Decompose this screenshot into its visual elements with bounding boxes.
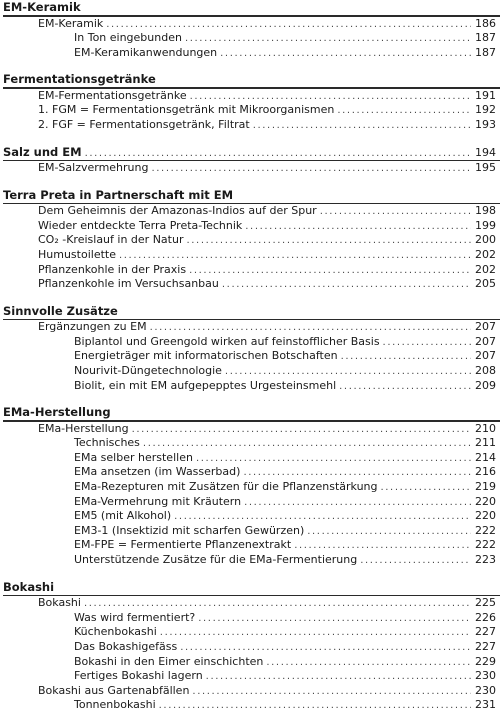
page-number: 192: [475, 103, 496, 117]
page-number: 193: [475, 117, 496, 131]
page-number: 195: [475, 161, 496, 175]
dot-leader: [220, 47, 471, 62]
toc-entry: [0, 277, 500, 292]
toc-entry: [0, 89, 500, 104]
toc-entry: [0, 233, 500, 248]
page-number: 202: [475, 247, 496, 261]
page-number: 222: [475, 523, 496, 537]
section-gap: [0, 393, 500, 405]
toc-entry-label: EMa-Rezepturen mit Zusätzen für die Pflanzenstärkung: [74, 480, 378, 494]
dot-leader: [84, 597, 471, 612]
toc-entry-label: EM-Fermentationsgetränke: [38, 88, 187, 102]
dot-leader: [150, 321, 471, 336]
section-gap: [0, 60, 500, 72]
toc-entry-label: EM3-1 (Insektizid mit scharfen Gewürzen): [74, 523, 305, 537]
toc-entry: [0, 509, 500, 524]
toc-entry-label: 2. FGF = Fermentationsgetränk, Filtrat: [38, 117, 250, 131]
dot-leader: [294, 539, 471, 554]
dot-leader: [206, 670, 471, 685]
toc-entry-label: Dem Geheimnis der Amazonas-Indios auf der Spur: [38, 204, 317, 218]
toc-entry-label: EMa-Herstellung: [38, 421, 129, 435]
toc-entry: [0, 538, 500, 553]
page-number: 207: [475, 320, 496, 334]
toc-entry-label: Unterstützende Zusätze für die EMa-Fermentierung: [74, 553, 358, 567]
toc-entry-label: EM-Keramikanwendungen: [74, 45, 218, 59]
section-title: Sinnvolle Zusätze: [3, 303, 118, 318]
toc-entry-label: EM5 (mit Alkohol): [74, 509, 172, 523]
toc-entry-label: EMa selber herstellen: [74, 450, 193, 464]
page-number: 186: [475, 16, 496, 30]
dot-leader: [180, 641, 471, 656]
section-gap: [0, 292, 500, 304]
dot-leader: [243, 466, 471, 481]
toc-entry: [0, 103, 500, 118]
toc-entry-label: Wieder entdeckte Terra Preta-Technik: [38, 218, 243, 232]
page-number: 187: [475, 45, 496, 59]
toc-entry-label: Bokashi in den Eimer einschichten: [74, 654, 264, 668]
dot-leader: [222, 278, 471, 293]
page-number: 216: [475, 465, 496, 479]
toc-section: [0, 580, 500, 713]
page-number: 187: [475, 31, 496, 45]
dot-leader: [244, 496, 471, 511]
toc-entry: [0, 204, 500, 219]
dot-leader: [160, 626, 471, 641]
toc-entry-label: Technisches: [74, 436, 140, 450]
toc-section: [0, 0, 500, 60]
page-number: 227: [475, 625, 496, 639]
dot-leader: [381, 481, 472, 496]
dot-leader: [245, 220, 471, 235]
page-number: 207: [475, 349, 496, 363]
page-number: 210: [475, 421, 496, 435]
toc-entry-label: Pflanzenkohle in der Praxis: [38, 262, 187, 276]
toc-section: [0, 304, 500, 393]
page-number: 207: [475, 334, 496, 348]
toc-entry-label: Pflanzenkohle im Versuchsanbau: [38, 277, 219, 291]
page-number: 229: [475, 654, 496, 668]
toc-entry: [0, 335, 500, 350]
toc-entry-label: Nourivit-Düngetechnologie: [74, 364, 222, 377]
toc-entry: [0, 161, 500, 176]
toc-entry: [0, 379, 500, 394]
toc-entry: [0, 263, 500, 278]
toc-entry-label: Energieträger mit informatorischen Botschaften: [74, 349, 338, 363]
page-number: 226: [475, 610, 496, 624]
page-number: 227: [475, 639, 496, 653]
page-number: 202: [475, 262, 496, 276]
toc-section: [0, 188, 500, 292]
toc-entry-label: Fertiges Bokashi lagern: [74, 669, 203, 683]
toc-entry: [0, 611, 500, 626]
toc-entry-label: Biplantol und Greengold wirken auf feinstofflicher Basis: [74, 334, 380, 348]
toc-entry-label: 1. FGM = Fermentationsgetränk mit Mikroorganismen: [38, 103, 335, 117]
dot-leader: [190, 90, 471, 105]
page-number: 199: [475, 218, 496, 232]
page-number: 223: [475, 553, 496, 567]
toc-entry-label: Ergänzungen zu EM: [38, 320, 147, 334]
dot-leader: [132, 423, 471, 438]
toc-entry: [0, 451, 500, 466]
dot-leader: [189, 264, 471, 279]
section-title: EMa-Herstellung: [3, 405, 111, 420]
toc-section: [0, 145, 500, 176]
toc-entry-label: EM-FPE = Fermentierte Pflanzenextrakt: [74, 538, 292, 552]
toc-entry: [0, 524, 500, 539]
dot-leader: [186, 234, 471, 249]
section-gap: [0, 133, 500, 145]
toc-entry: [0, 248, 500, 263]
toc-entry: [0, 219, 500, 234]
dot-leader: [151, 162, 471, 177]
toc-entry: [0, 118, 500, 133]
toc-entry: [0, 596, 500, 611]
section-gap: [0, 176, 500, 188]
dot-leader: [192, 685, 471, 700]
toc-entry-label: In Ton eingebunden: [74, 31, 182, 45]
toc-entry-label: Das Bokashigefäss: [74, 639, 178, 653]
dot-leader: [225, 365, 471, 380]
section-title: Terra Preta in Partnerschaft mit EM: [3, 187, 234, 202]
section-title: EM-Keramik: [3, 0, 81, 14]
toc-entry-label: EM-Keramik: [38, 16, 104, 30]
dot-leader: [337, 104, 471, 119]
toc-entry: [0, 684, 500, 699]
toc-entry: [0, 698, 500, 713]
dot-leader: [185, 32, 471, 47]
toc-entry-label: Bokashi aus Gartenabfällen: [38, 683, 190, 697]
page-number: 205: [475, 277, 496, 291]
dot-leader: [174, 510, 471, 525]
page-number: 198: [475, 204, 496, 218]
page-number: 211: [475, 436, 496, 450]
toc-entry-label: Biolit, ein mit EM aufgepepptes Urgesteinsmehl: [74, 378, 337, 392]
toc-section: [0, 72, 500, 132]
page-number: 230: [475, 669, 496, 683]
toc-entry: [0, 349, 500, 364]
dot-leader: [341, 350, 471, 365]
dot-leader: [307, 525, 471, 540]
toc-entry: [0, 436, 500, 451]
dot-leader: [383, 336, 471, 351]
page-number: 230: [475, 683, 496, 697]
toc-entry: [0, 364, 500, 379]
toc-entry: [0, 669, 500, 684]
toc-section: [0, 405, 500, 567]
toc-entry-label: EMa ansetzen (im Wasserbad): [74, 465, 241, 479]
toc-entry-label: EMa-Vermehrung mit Kräutern: [74, 494, 242, 508]
page-number: 200: [475, 233, 496, 247]
toc-entry: [0, 655, 500, 670]
toc-entry-label: Humustoilette: [38, 247, 116, 261]
dot-leader: [339, 380, 471, 395]
dot-leader: [159, 699, 471, 714]
page-number: 220: [475, 494, 496, 508]
page-number: 191: [475, 88, 496, 102]
toc-entry: [0, 640, 500, 655]
page-number: 225: [475, 596, 496, 610]
page-number: 209: [475, 378, 496, 392]
dot-leader: [143, 437, 471, 452]
section-title: [0, 145, 500, 160]
toc-entry-label: Küchenbokashi: [74, 625, 157, 639]
toc-entry: [0, 465, 500, 480]
dot-leader: [198, 612, 471, 627]
toc-entry-label: Tonnenbokashi: [74, 698, 156, 712]
dot-leader: [106, 18, 471, 33]
toc-entry: [0, 480, 500, 495]
toc-entry-label: Bokashi: [38, 596, 81, 610]
dot-leader: [320, 205, 471, 220]
dot-leader: [196, 452, 471, 467]
section-title: Fermentationsgetränke: [3, 72, 156, 87]
toc-entry: [0, 17, 500, 32]
page-number: 219: [475, 480, 496, 494]
toc-entry: [0, 46, 500, 61]
section-title: Bokashi: [3, 579, 55, 594]
toc-entry: [0, 553, 500, 568]
page-number: 208: [475, 364, 496, 377]
section-title-label: Salz und EM: [3, 144, 82, 159]
toc-entry: [0, 320, 500, 335]
dot-leader: [253, 119, 471, 134]
toc-entry-label: Was wird fermentiert?: [74, 610, 196, 624]
page-number: 231: [475, 698, 496, 712]
page-number: 194: [475, 145, 496, 159]
dot-leader: [360, 554, 471, 569]
toc-entry: [0, 495, 500, 510]
toc-entry: [0, 422, 500, 437]
dot-leader: [119, 249, 471, 264]
page-number: 220: [475, 509, 496, 523]
toc-entry: [0, 625, 500, 640]
section-gap: [0, 568, 500, 580]
toc-entry-label: CO₂ -Kreislauf in der Natur: [38, 233, 184, 247]
toc-entry-label: EM-Salzvermehrung: [38, 161, 149, 175]
dot-leader: [85, 146, 471, 161]
toc-entry: [0, 31, 500, 46]
page-number: 222: [475, 538, 496, 552]
page-number: 214: [475, 450, 496, 464]
dot-leader: [266, 656, 471, 671]
